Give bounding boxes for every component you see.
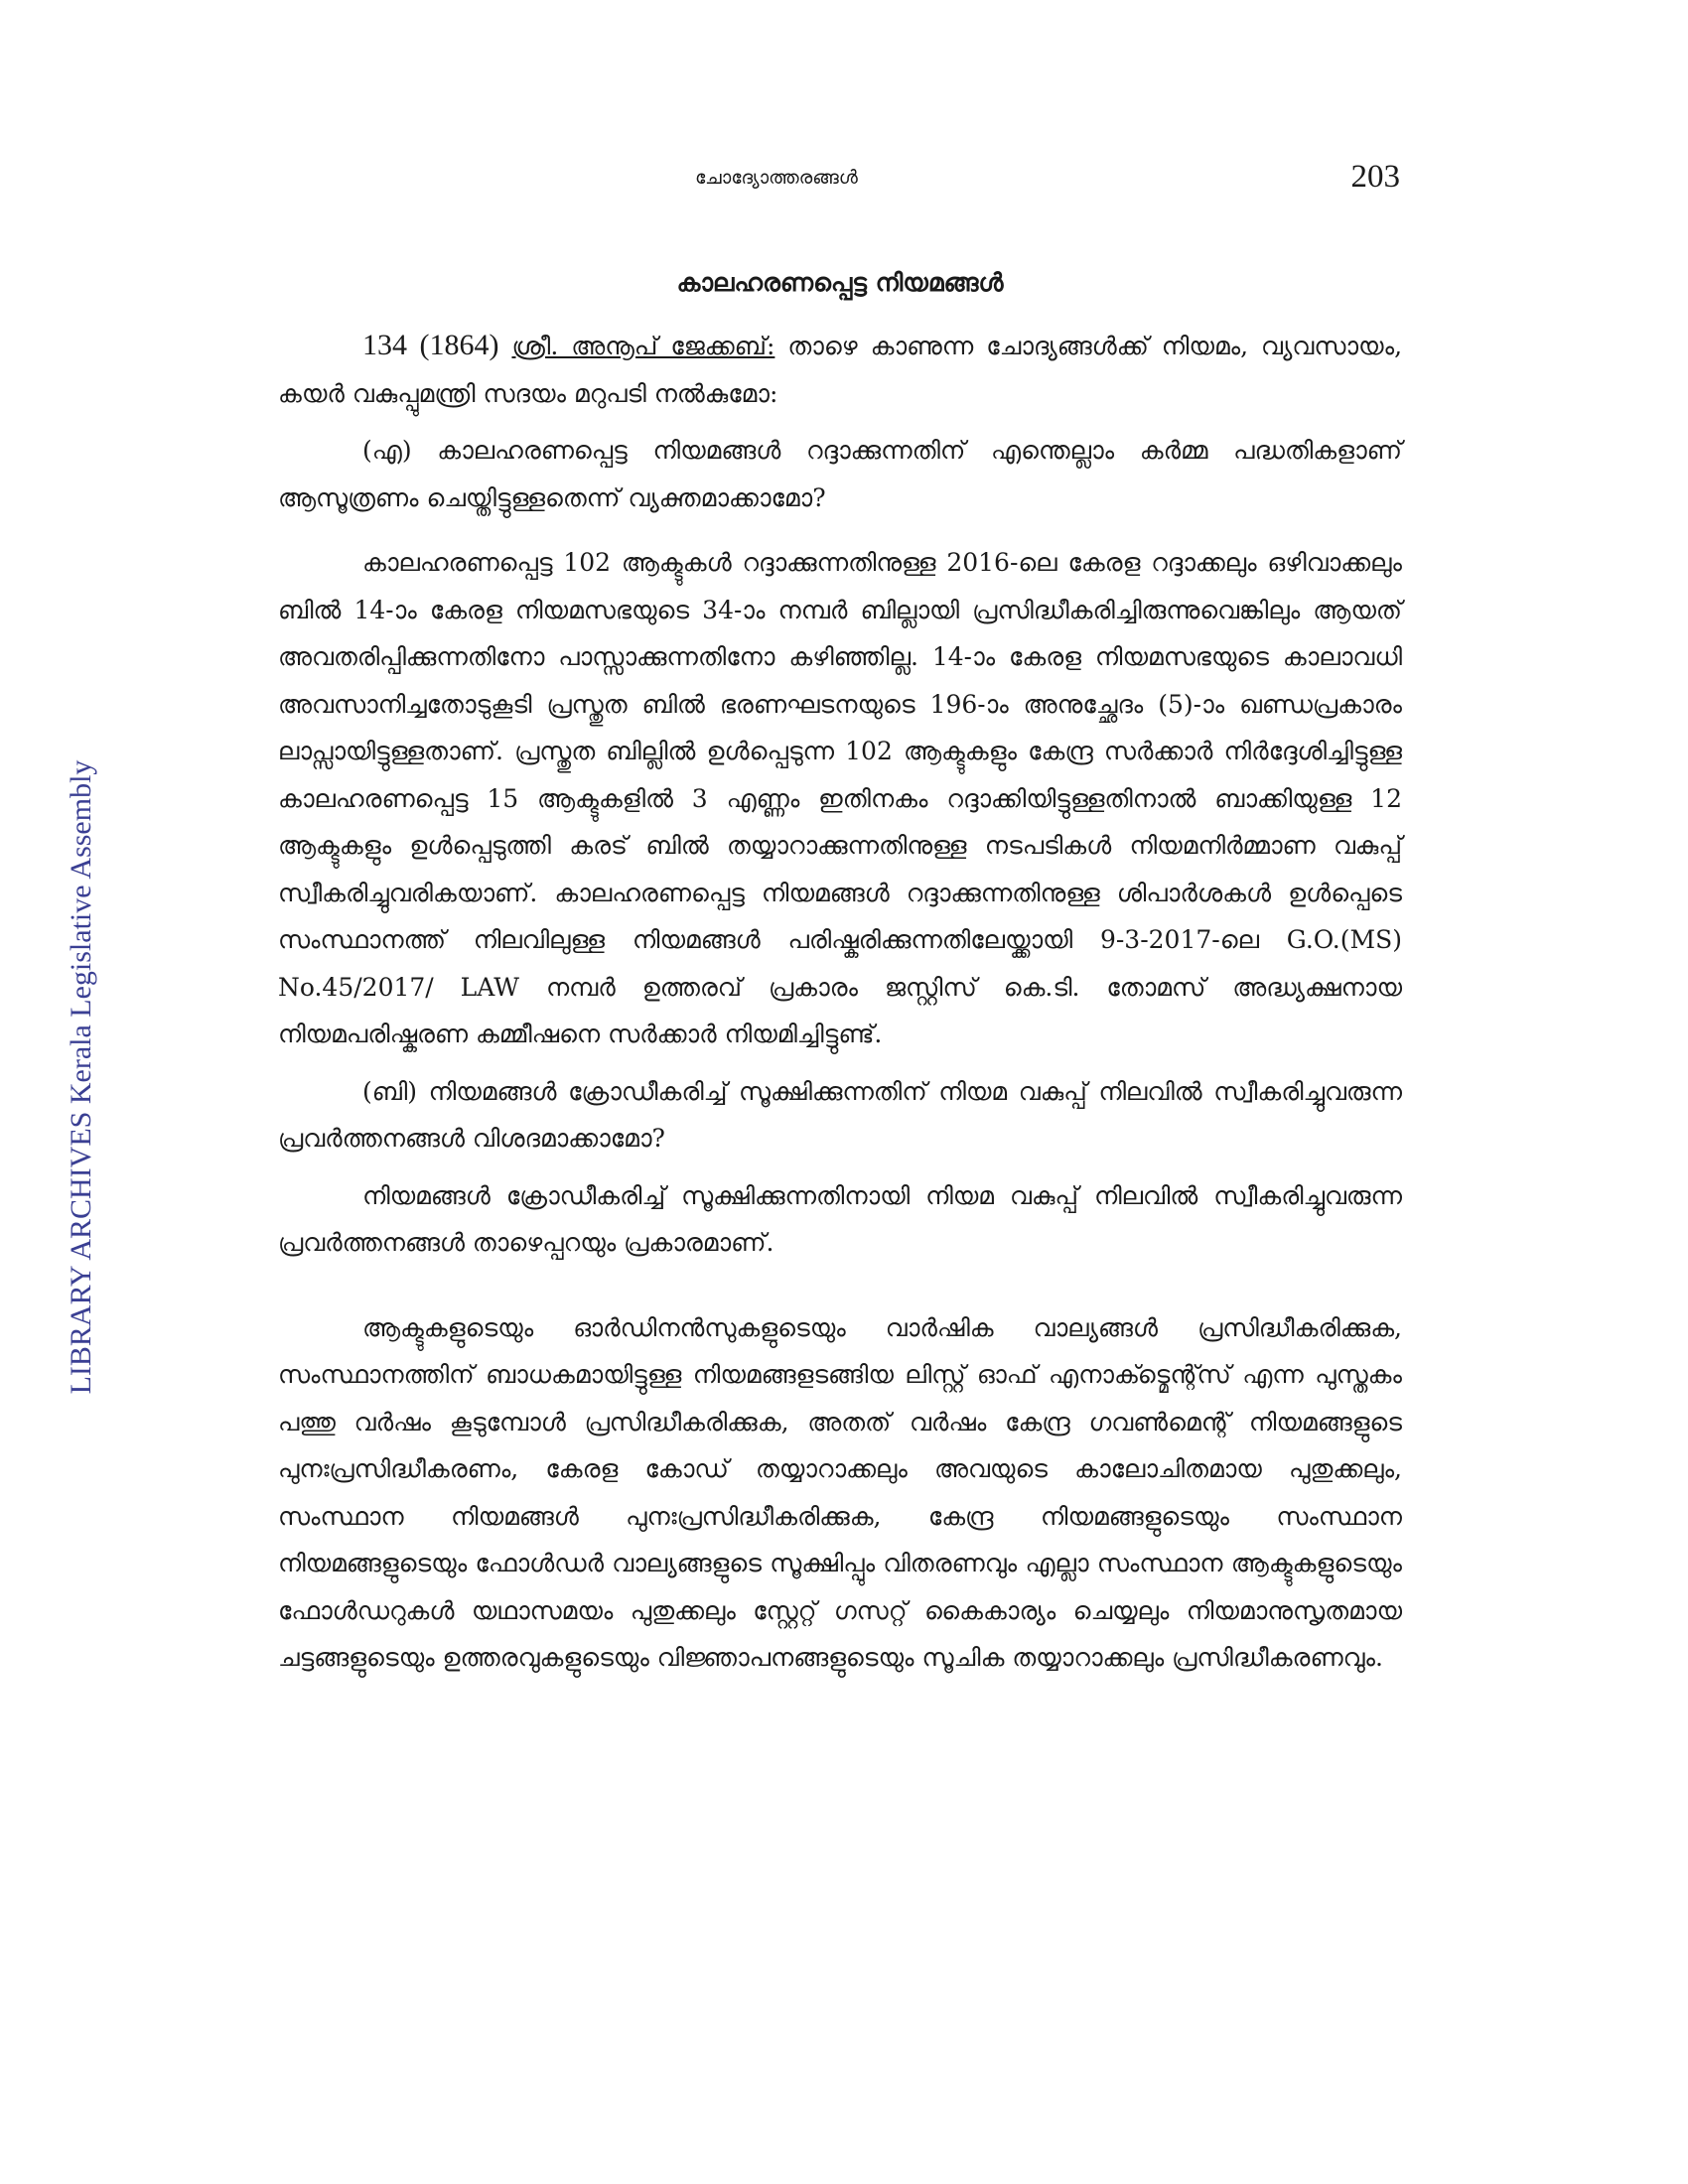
member-name: ശ്രീ. അനൂപ് ജേക്കബ്: [511, 332, 775, 360]
running-title: ചോദ്യോത്തരങ്ങൾ [695, 167, 858, 189]
question-number: 134 (1864) [362, 329, 499, 361]
question-b: (ബി) നിയമങ്ങൾ ക്രോഡീകരിച്ച് സൂക്ഷിക്കുന്നതിന് നിയമ വകുപ്പ് നിലവിൽ സ്വീകരിച്ചുവരുന്ന പ്രവർത്തനങ്ങൾ വിശദമാക്കാമോ? [278, 1076, 1402, 1153]
section-title: കാലഹരണപ്പെട്ട നിയമങ്ങൾ [676, 268, 1004, 297]
answer-b-detail: ആക്ടുകളുടെയും ഓർഡിനൻസുകളുടെയും വാർഷിക വാല്യങ്ങൾ പ്രസിദ്ധീകരിക്കുക, സംസ്ഥാനത്തിന് ബാധകമായിട്ടുള്ള നിയമങ്ങളടങ്ങിയ ലിസ്റ്റ് ഓഫ് എനാക്ട്മെന്റ്സ് എന്ന പുസ്തകം പത്തു വർഷം കൂടുമ്പോൾ പ്രസിദ്ധീകരിക്കുക, അതത് വർഷം കേന്ദ്ര ഗവൺമെന്റ് നിയമങ്ങളുടെ പുനഃപ്രസിദ്ധീകരണം, കേരള കോഡ് തയ്യാറാക്കലും അവയുടെ കാലോചിതമായ പുതുക്കലും, സംസ്ഥാന നിയമങ്ങൾ പുനഃപ്രസിദ്ധീകരിക്കുക, കേന്ദ്ര നിയമങ്ങളുടെയും സംസ്ഥാന നിയമങ്ങളുടെയും ഫോൾഡർ വാല്യങ്ങളുടെ സൂക്ഷിപ്പും വിതരണവും എല്ലാ സംസ്ഥാന ആക്ടുകളുടെയും ഫോൾഡറുകൾ യഥാസമയം പുതുക്കലും സ്റ്റേറ്റ് ഗസറ്റ് കൈകാര്യം ചെയ്യലും നിയമാനുസൃതമായ ചട്ടങ്ങളുടെയും ഉത്തരവുകളുടെയും വിജ്ഞാപനങ്ങളുടെയും സൂചിക തയ്യാറാക്കലും പ്രസിദ്ധീകരണവും. [278, 1312, 1402, 1672]
question-intro [278, 322, 1402, 417]
answer-b: നിയമങ്ങൾ ക്രോഡീകരിച്ച് സൂക്ഷിക്കുന്നതിനായി നിയമ വകുപ്പ് നിലവിൽ സ്വീകരിച്ചുവരുന്ന പ്രവർത്തനങ്ങൾ താഴെപ്പറയും പ്രകാരമാണ്. [278, 1180, 1402, 1257]
page-body [278, 268, 1402, 1682]
page-number: 203 [1350, 159, 1400, 195]
archive-watermark: LIBRARY ARCHIVES Kerala Legislative Assembly [65, 759, 97, 1395]
question-a: (എ) കാലഹരണപ്പെട്ട നിയമങ്ങൾ റദ്ദാക്കുന്നതിന് എന്തെല്ലാം കർമ്മ പദ്ധതികളാണ് ആസൂത്രണം ചെയ്തിട്ടുള്ളതെന്ന് വ്യക്തമാക്കാമോ? [278, 436, 1402, 512]
question-intro-text: താഴെ കാണുന്ന ചോദ്യങ്ങൾക്ക് നിയമം, വ്യവസായം, കയർ വകുപ്പുമന്ത്രി സദയം മറുപടി നൽകുമോ: [278, 332, 1403, 408]
running-header [0, 159, 1688, 199]
answer-a: കാലഹരണപ്പെട്ട 102 ആക്ടുകൾ റദ്ദാക്കുന്നതിനുള്ള 2016-ലെ കേരള റദ്ദാക്കലും ഒഴിവാക്കലും ബിൽ 14-ാം കേരള നിയമസഭയുടെ 34-ാം നമ്പർ ബില്ലായി പ്രസിദ്ധീകരിച്ചിരുന്നുവെങ്കിലും ആയത് അവതരിപ്പിക്കുന്നതിനോ പാസ്സാക്കുന്നതിനോ കഴിഞ്ഞില്ല. 14-ാം കേരള നിയമസഭയുടെ കാലാവധി അവസാനിച്ചതോടുകൂടി പ്രസ്തുത ബിൽ ഭരണഘടനയുടെ 196-ാം അനുച്ഛേദം (5)-ാം ഖണ്ഡപ്രകാരം ലാപ്സായിട്ടുള്ളതാണ്. പ്രസ്തുത ബില്ലിൽ ഉൾപ്പെടുന്ന 102 ആക്ടുകളും കേന്ദ്ര സർക്കാർ നിർദ്ദേശിച്ചിട്ടുള്ള കാലഹരണപ്പെട്ട 15 ആക്ടുകളിൽ 3 എണ്ണം ഇതിനകം റദ്ദാക്കിയിട്ടുള്ളതിനാൽ ബാക്കിയുള്ള 12 ആക്ടുകളും ഉൾപ്പെടുത്തി കരട് ബിൽ തയ്യാറാക്കുന്നതിനുള്ള നടപടികൾ നിയമനിർമ്മാണ വകുപ്പ് സ്വീകരിച്ചുവരികയാണ്. കാലഹരണപ്പെട്ട നിയമങ്ങൾ റദ്ദാക്കുന്നതിനുള്ള ശിപാർശകൾ ഉൾപ്പെടെ സംസ്ഥാനത്ത് നിലവിലുള്ള നിയമങ്ങൾ പരിഷ്കരിക്കുന്നതിലേയ്ക്കായി 9-3-2017-ലെ G.O.(MS) No.45/2017/ LAW നമ്പർ ഉത്തരവ് പ്രകാരം ജസ്റ്റിസ് കെ.ടി. തോമസ് അദ്ധ്യക്ഷനായ നിയമപരിഷ്കരണ കമ്മീഷനെ സർക്കാർ നിയമിച്ചിട്ടുണ്ട്. [278, 548, 1402, 1048]
